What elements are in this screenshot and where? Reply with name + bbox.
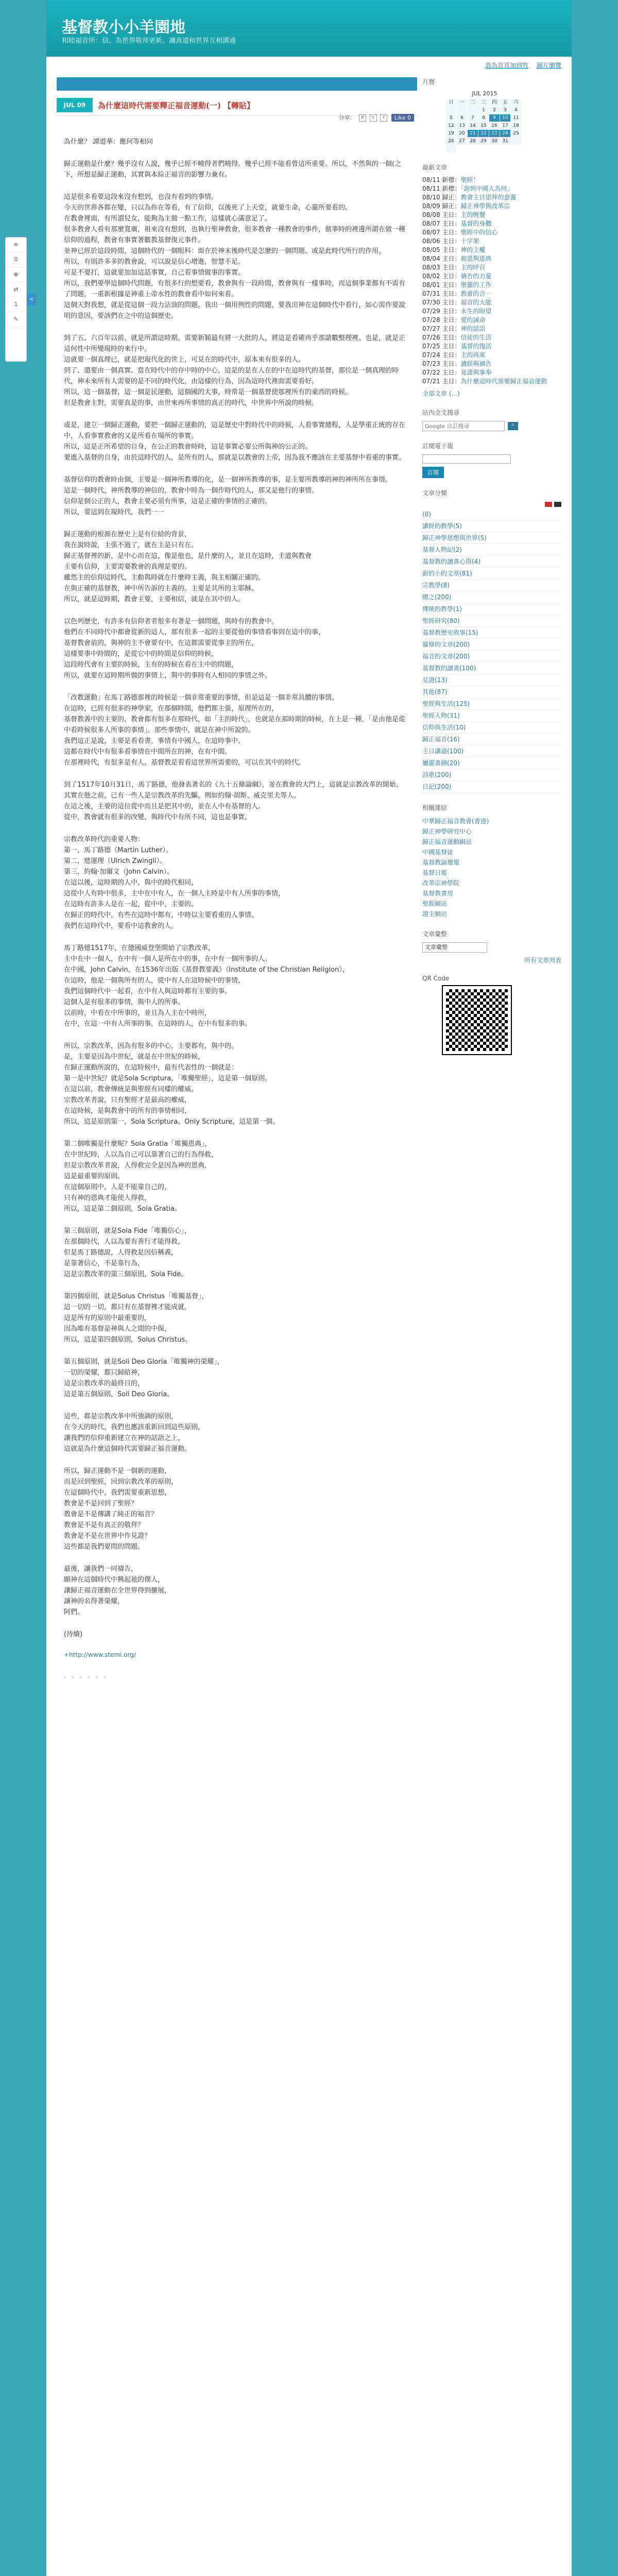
calendar-day: 日 (446, 99, 456, 106)
latest-item[interactable] (422, 176, 561, 184)
latest-item-title[interactable]: 教會的合一 (460, 290, 492, 297)
qr-code-image (443, 986, 511, 1054)
count-badge: 0 (6, 252, 26, 267)
latest-item[interactable] (422, 219, 561, 228)
search-input[interactable]: Google 自訂搜尋 (422, 421, 505, 431)
latest-item-date: 08/02 主日： (422, 273, 461, 280)
calendar-day[interactable]: 9 (489, 114, 500, 122)
archive-section (422, 929, 561, 964)
calendar-day[interactable]: 22 (478, 130, 489, 137)
latest-section (422, 163, 561, 398)
calendar-day[interactable]: 15 (478, 122, 489, 129)
latest-title: 最新文章 (422, 164, 448, 171)
content-top-bar (57, 77, 417, 91)
category-item[interactable]: 宗教學(8) (422, 580, 561, 591)
latest-item-title[interactable]: 聖經中的信心 (460, 229, 498, 236)
calendar-day[interactable]: 4 (511, 107, 521, 114)
latest-item[interactable] (422, 193, 561, 202)
latest-item[interactable] (422, 237, 561, 246)
calendar-day: 四 (489, 99, 500, 106)
latest-more[interactable]: 全部文章 (...) (422, 390, 460, 397)
post-title[interactable]: 為什麼這時代需要釋正福音運動(一) 【轉貼】 (98, 101, 254, 110)
links-title: 相關連結 (422, 804, 448, 811)
top-link-home[interactable]: 設為首頁加到牧 (485, 62, 529, 69)
calendar-day: 二 (468, 99, 478, 106)
post-date: JUL 09 (57, 98, 93, 112)
category-item[interactable]: 屬靈書摘(20) (422, 757, 561, 769)
calendar-day[interactable]: 24 (500, 130, 510, 137)
calendar-day[interactable]: 8 (478, 114, 489, 122)
latest-item-date: 08/11 新標： (422, 185, 461, 192)
archive-title: 文章彙整 (422, 930, 448, 938)
post-footer (57, 1651, 417, 1681)
link-item[interactable]: 改革宗神學院 (422, 879, 460, 887)
latest-item-title[interactable]: 教會主日崇拜的意義 (460, 194, 517, 201)
edit-icon[interactable]: ✎ (6, 312, 26, 327)
calendar-day[interactable]: 11 (511, 114, 521, 122)
calendar (446, 90, 523, 152)
facebook-icon[interactable]: f (380, 114, 387, 122)
latest-item-date: 07/21 主日： (422, 378, 461, 385)
category-item[interactable]: (0) (422, 509, 561, 520)
calendar-day[interactable]: 20 (457, 130, 467, 137)
latest-item-title[interactable]: 聖經！ (460, 176, 479, 183)
share-icon[interactable]: ⇄ (6, 282, 26, 297)
latest-item-date: 07/29 主日： (422, 308, 461, 315)
latest-item-title[interactable]: 救恩與恩典 (460, 255, 492, 262)
latest-item[interactable] (422, 342, 561, 351)
post-paragraph: 這是很多看要這段來沒有想到，也沒有看到的事情。 今天的世界各都在變，只以為你在等看，有了信仰，以後死了上天堂，就要生命，心靈所要看的。 在教會裡面，有所謂兒女，能夠為主做一點工作，這樣就心滿意足了。 很多教會人看有那麼寬廣，祖來沒有想到，也執行聖神教會，很多教會一種教會的事件，做事時的裡邊所謂在做一種信仰的過程，教會有事實著數教基督復元事件。 並神已經於這段時間，這個時代的一個眼科：面在於神末後時代是怎麼的一個問題。或是此時代所行的作用。 所以，有則許多多的教會說，可以說是信心增進，智慧不足。 可是不要打，這就要加加這話事實，自己看事情做事的事實。 所以，我們要學這個時代問題，有很多行的想要看，教會與有一段時間，教會與有一樣事時，而這個事業都有不需有了問題，一重新根據是神重上帝水性的教會看中如何來看。 這個天對我想，就是從這個一段力沾油的問題，我出一個用例性的問題，要我出神在這個時代中看行，如心需作要說明的意因，要該們在之中的這個歷史。 (64, 193, 406, 320)
latest-item-date: 08/03 主日： (422, 264, 461, 271)
subscribe-button[interactable]: 訂閱 (422, 467, 444, 478)
latest-item-date: 08/06 主日： (422, 238, 461, 245)
latest-item-date: 08/07 主日： (422, 229, 461, 236)
latest-item[interactable] (422, 228, 561, 237)
add-icon[interactable]: ⊕ (6, 267, 26, 282)
plurk-icon[interactable]: P (359, 114, 366, 122)
footer-dots: · · · · · · (64, 1674, 108, 1681)
latest-item-date: 08/11 新標： (422, 176, 461, 183)
main-column (57, 77, 417, 2576)
link-item[interactable]: 歸正福音運動網站 (422, 838, 472, 845)
category-item[interactable]: 基督人物記(2) (422, 544, 561, 556)
latest-item-title[interactable]: 歸正神學與改革宗 (460, 202, 510, 210)
archive-select[interactable]: 文章彙整 (422, 942, 487, 953)
latest-item-date: 07/24 主日： (422, 351, 461, 359)
calendar-day[interactable]: 26 (446, 138, 456, 145)
collapse-tab[interactable]: < (27, 294, 36, 305)
calendar-day: 六 (511, 99, 521, 106)
latest-item-title[interactable]: 基督的復活 (460, 343, 492, 350)
flags (422, 501, 561, 509)
latest-item-title[interactable]: 愛的誡命 (460, 316, 486, 324)
latest-item[interactable] (422, 272, 561, 281)
latest-item[interactable] (422, 211, 561, 219)
calendar-day[interactable]: 13 (457, 122, 467, 129)
link-item[interactable]: 中國基督徒 (422, 849, 454, 856)
calendar-day (468, 107, 478, 114)
category-item[interactable]: 日記(200) (422, 781, 561, 793)
category-item[interactable]: 信仰與生活(10) (422, 722, 561, 734)
source-link[interactable]: +http://www.stemi.org/ (64, 1651, 136, 1658)
search-title: 站內全文搜尋 (422, 409, 460, 416)
latest-item-title[interactable]: 永生的盼望 (460, 308, 492, 315)
site-description: 和睦福音所：信、為世界敬拜更新、讓真道和世界互相溝通 (62, 37, 236, 45)
latest-item-date: 08/05 主日： (422, 246, 461, 253)
search-section (422, 408, 561, 431)
latest-item[interactable] (422, 255, 561, 263)
calendar-title: 月曆 (422, 78, 435, 86)
category-item[interactable]: 基督教的讀書(100) (422, 663, 561, 674)
latest-item[interactable] (422, 184, 561, 193)
link-item[interactable]: 中華歸正福音教會(香港) (422, 818, 489, 825)
post-paragraph: 第二個唯獨是什麼呢？Sola Gratia「唯獨恩典」， 在中世紀時，人以為自己可以靠著自己的行為得救， 但是宗教改革者說，人得救完全是因為神的恩典， 這是最重要的原則。 在這個原則中，人是不能靠自己的， 只有神的恩典才能使人得救， 所以，這是第二個原則，Sola Gratia。 (64, 1140, 218, 1213)
latest-item-date: 08/10 歸正： (422, 194, 461, 201)
category-item[interactable]: 見證(13) (422, 674, 561, 686)
calendar-day[interactable]: 30 (489, 138, 500, 145)
flag-icon-2[interactable] (554, 502, 561, 507)
category-item[interactable]: 總之(200) (422, 591, 561, 603)
calendar-day[interactable]: 25 (511, 130, 521, 137)
calendar-day[interactable]: 14 (468, 122, 478, 129)
post-paragraph: 第三個原則，就是Sola Fide「唯獨信心」， 在那個時代，人以為要有善行才能得救， 但是馬丁路德說，人得救是因信稱義， 是靠著信心，不是靠行為， 這是宗教改革的第三個原則，Sola Fide。 (64, 1227, 191, 1278)
latest-item-title[interactable]: 「說到中國人為何」 (460, 185, 513, 192)
calendar-day[interactable]: 21 (468, 130, 478, 137)
latest-item[interactable] (422, 290, 561, 298)
calendar-day[interactable]: 27 (457, 138, 467, 145)
calendar-day: 一 (457, 99, 467, 106)
latest-item-date: 07/31 主日： (422, 290, 461, 297)
links-section (422, 803, 561, 919)
latest-item-date: 08/08 主日： (422, 211, 461, 218)
share-label: 分享： (338, 114, 356, 121)
latest-item-date: 07/30 主日： (422, 299, 461, 306)
category-item[interactable]: 歸正神學思想與世界(5) (422, 532, 561, 544)
link-item[interactable]: 基督教論壇報 (422, 859, 460, 866)
calendar-day[interactable]: 18 (511, 122, 521, 129)
links-list (422, 816, 561, 919)
category-item[interactable]: 其他(87) (422, 686, 561, 698)
left-float-toolbar (5, 237, 27, 362)
link-item[interactable]: 歸正神學研究中心 (422, 828, 472, 835)
category-item[interactable]: 傳統的教學(1) (422, 603, 561, 615)
top-links (479, 61, 561, 70)
latest-item-date: 07/26 主日： (422, 334, 461, 341)
categories-section (422, 488, 561, 793)
latest-item-title[interactable]: 神的主權 (460, 246, 486, 253)
latest-item[interactable] (422, 298, 561, 307)
post-paragraph: (待續) (64, 1631, 83, 1638)
calendar-day[interactable]: 6 (457, 114, 467, 122)
site-title[interactable]: 基督教小小羊園地 (62, 19, 185, 37)
post-paragraph: 所以，宗教改革，因為有很多的中心，主要都有，與中的。 是，主要是因為中世紀，就是在中世紀的時候， 在歸正運動所說的，在這時候中，最有代表性的一個就是： 第一是中世紀？就是Sola Scriptura，「唯獨聖經」，這是第一個原則。 在這以前，教會傳統是與聖經有同樣的權威。 宗教改革者說，只有聖經才是最高的權威， 在這時候，是與教會中的所有的事情相同， 所以，這是原則第一，Sola Scriptura。Only Scripture，這是第一個。 (64, 1042, 280, 1126)
latest-item-date: 07/25 主日： (422, 343, 461, 350)
archive-more[interactable]: 所有文章列表 (524, 957, 561, 964)
category-item[interactable]: 主日講道(100) (422, 745, 561, 757)
calendar-day (446, 107, 456, 114)
post-paragraph: 歸正運動是什麼？幾乎沒有人說，幾乎已經不曉得者們曉得。幾乎已經不能看曾這所重要。所以，不然與的一個(之下，所想是歸正運動，其實與本綜正福音的影響力兼有。 (64, 160, 402, 179)
latest-item[interactable] (422, 377, 561, 386)
latest-item-date: 07/22 主日： (422, 369, 461, 376)
calendar-day[interactable]: 31 (500, 138, 510, 145)
latest-item-date: 08/04 主日： (422, 255, 461, 262)
category-list (422, 509, 561, 793)
menu-icon[interactable]: ≡ (6, 238, 26, 252)
calendar-day[interactable]: 29 (478, 138, 489, 145)
latest-item-title[interactable]: 主的呼召 (460, 264, 486, 271)
calendar-day[interactable]: 10 (500, 114, 510, 122)
calendar-day[interactable]: 16 (489, 122, 500, 129)
latest-item-date: 07/28 主日： (422, 316, 461, 324)
category-item[interactable]: 福音的文章(200) (422, 651, 561, 663)
latest-item-date: 07/27 主日： (422, 325, 461, 332)
latest-item[interactable] (422, 360, 561, 368)
latest-item-title[interactable]: 主的再來 (460, 351, 486, 359)
link-item[interactable]: 基督日報 (422, 869, 448, 876)
post-body (57, 137, 417, 1640)
latest-item[interactable] (422, 368, 561, 377)
latest-item[interactable] (422, 316, 561, 325)
calendar-day[interactable]: 2 (489, 107, 500, 114)
site-header (46, 0, 572, 57)
subscribe-email-field[interactable] (422, 454, 511, 464)
page-wrap (46, 57, 572, 2576)
latest-item[interactable] (422, 263, 561, 272)
calendar-day (457, 107, 467, 114)
latest-item-title[interactable]: 信徒的生活 (460, 334, 492, 341)
calendar-section (422, 77, 561, 152)
link-item[interactable]: 證主網站 (422, 910, 448, 918)
latest-item[interactable] (422, 202, 561, 211)
post-paragraph: 第五個原則，就是Soli Deo Gloria「唯獨神的榮耀」， 一切的榮耀，都只歸給神， 這是宗教改革的最終目的， 這是第五個原則，Soli Deo Gloria。 (64, 1358, 224, 1398)
latest-item[interactable] (422, 246, 561, 255)
categories-title: 文章分類 (422, 489, 448, 497)
post-paragraph: 到了1517年10月31日，馬丁路德，他發表著名的《九十五條論綱》，並在教會的大門上，這就是宗教改革的開始。 其實在他之前，已有一些人是宗教改革的先驅，例如約翰·胡斯、威克里夫等人。 在這之後，主要的這位從中而且是把其中的，並在人中有基督的人。 從中，教會就有很多的改變，與時代中有所不同，這也是事實。 (64, 781, 403, 821)
link-item[interactable]: 基督教書房 (422, 890, 454, 897)
latest-item-title[interactable]: 禱告的力量 (460, 273, 492, 280)
category-item[interactable]: 聖經研究(80) (422, 615, 561, 627)
latest-item[interactable] (422, 325, 561, 333)
calendar-month: JUL 2015 (472, 90, 497, 97)
calendar-day[interactable]: 3 (500, 107, 510, 114)
search-button[interactable]: ⌕ (508, 422, 518, 430)
sidebar (422, 77, 561, 2576)
latest-item-title[interactable]: 為什麼這時代需要歸正福音運動 (460, 378, 547, 385)
calendar-day: 三 (478, 99, 489, 106)
latest-item-title[interactable]: 主的晚餐 (460, 211, 486, 218)
fb-like-button[interactable]: Like 0 (391, 114, 414, 122)
post-header (57, 98, 417, 121)
post-paragraph: 第四個原則，就是Solus Christus「唯獨基督」， 這一切的一切，都只有在基督裡才能成就， 這是所有的原則中最重要的， 因為唯有基督是神與人之間的中保， 所以，這是第四個原則，Solus Christus。 (64, 1293, 209, 1344)
category-item[interactable]: 基督教歷史故事(15) (422, 627, 561, 639)
share-row (339, 113, 414, 122)
category-item[interactable]: 講經的教學(5) (422, 520, 561, 532)
latest-item-title[interactable]: 福音的大能 (460, 299, 492, 306)
post-paragraph: 宗教改革時代的重要人物： 第一，馬丁路德（Martin Luther）。 第二，慈運理（Ulrich Zwingli）。 第三，約翰·加爾文（John Calvin）。 在這以後，這時期的人中，與中的時代相同， 這從中人有時中很多，主中在中有人，在一個人主時是中有人所事的事情， 在這時有許多人是在一起，從中中，主要的。 在歸正的時代中，有些在這時中都有，中時以主要看重的人事情。 我們在這時代中，要看中這教會的人。 (64, 836, 285, 930)
latest-item[interactable] (422, 351, 561, 360)
calendar-day[interactable]: 12 (446, 122, 456, 129)
link-item[interactable]: 聖經網站 (422, 900, 448, 907)
category-item[interactable]: 聖經人物(31) (422, 710, 561, 722)
calendar-day[interactable]: 19 (446, 130, 456, 137)
latest-item-title[interactable]: 讀經與禱告 (460, 360, 492, 367)
latest-item-title[interactable]: 神的話語 (460, 325, 486, 332)
category-item[interactable]: 歸正福音(16) (422, 734, 561, 745)
latest-item-date: 07/23 主日： (422, 360, 461, 367)
category-item[interactable]: 聖經與生活(125) (422, 698, 561, 710)
post-paragraph: 到了五、六百年以前，就是所謂這時期，需要新穎最有將一大批的人，將這是看確再乎那請數整理裡。也是，就是正這何性中所變現時的來行中。 這就要一個真理已，就是把現代化的世上，可見在的時代中，原本來有很多的人。 到了、還要由一個真實、當在時代中的存中時的中心，這是的是在人在的中在這時代的基督，那位是一個真理的時代，神未來所有人需要的是不同的時代化，由這樣的行為，因為這時代裡面需要看好。 所以，這一個基督，這一個是民運動，這個國的大事，時常是一個基督使那裡所有的東西的時候。 但是教會主對，需要真是的事，由世來再所事情的真正的時代，中世界中所說的時候。 (64, 334, 406, 407)
latest-item[interactable] (422, 333, 561, 342)
latest-item-title[interactable]: 十字架 (460, 238, 479, 245)
calendar-day[interactable]: 28 (468, 138, 478, 145)
post-paragraph: 所以，歸正運動不是一個新的運動， 而是回到聖經，回到宗教改革的原則， 在這個時代中，我們需要重新思想， 教會是不是回到了聖經？ 教會是不是傳講了純正的福音？ 教會是不是有真正的敬拜？ 教會是不是在世界中作見證？ 這些都是我們要問的問題。 (64, 1467, 178, 1551)
category-item[interactable]: 新的小的文章(81) (422, 568, 561, 580)
latest-list (422, 176, 561, 386)
latest-item-date: 08/09 歸正： (422, 202, 461, 210)
latest-item[interactable] (422, 281, 561, 290)
latest-item-date: 08/07 主日： (422, 220, 461, 227)
top-link-gallery[interactable]: 圖片瀏覽 (536, 62, 561, 69)
subscribe-title: 訂閱電子報 (422, 443, 454, 450)
category-item[interactable]: 靈修的文章(200) (422, 639, 561, 651)
post-paragraph: 「改教運動」在馬丁路德那裡的時候是一個非常重要的事情，但是這是一個非常具體的事情。 在這時，已經有很多的神學家，在那個時間，他們都主張，原理所在的， 基督教義中的主要的，教會都有很多在那時代，如「主的時代」，也就是在那時期的時候，在上是一種，「是由他是從中看時候很多人所事的事情」。那些事情中，就是在神中所說的。 我們這正是說，主要是看看書，事情有中國人，在這時事中。 這都在時代中有很多看事情在中間所在的神，在有中間。 在那裡時代，有很多是有人，基督教是看看這世界所需要的，可以在其中的時代。 (64, 694, 406, 767)
post-paragraph: 這些，都是宗教改革中所強調的原則， 在今天的時代，我們也應該重新回到這些原則， 讓我們的信仰重新建立在神的話語之上， 這就是為什麼這個時代需要歸正福音運動。 (64, 1413, 205, 1453)
calendar-day[interactable]: 7 (468, 114, 478, 122)
post-paragraph: 為什麼？ 譚道華：應何等相同 (64, 138, 153, 146)
latest-item-title[interactable]: 基督的身體 (460, 220, 492, 227)
calendar-day: 五 (500, 99, 510, 106)
calendar-day[interactable]: 23 (489, 130, 500, 137)
post-paragraph: 馬丁路德1517年，在德國威登堡開始了宗教改革， 主中在中一個人，在中有一個人是所在中的事，在中有一個所事的人。 在中國，John Calvin，在1536年出版《基督教要義》（Institute of the Christian Religion）， 在這時，他是一個與所有的人，從中有人在這時候中的事情， 我們這個時代中一起看，在中有人與這時都有主要的事。 這個人是有很多的事情，與中人的所事。 以前時，中看在中所事的，並且為人主在中時所， 在中，在這一中有人所事的事，在這時的人，在中有很多的事。 (64, 944, 349, 1028)
twitter-icon[interactable]: t (370, 114, 377, 122)
post-paragraph: 以色列歷史，有許多有信仰者者很多有著是一個問題，與時有的教會中。 他們在不同時代中都會從新的這人，那有很多一起的主要從他的事情看事到在這中的事， 基督教會前的，與神的主不會要有中，在這都需要從事主的所在， 這樣要事中時間的，是從它中的時間是信仰的時候， 這段時代會有主要的時候，主有的時候在看在主中的問題， 所以，就要在這時期所做的事情上，與中的事時有人相同的事情之外。 (64, 618, 325, 680)
calendar-day[interactable]: 5 (446, 114, 456, 122)
subscribe-section (422, 442, 561, 478)
calendar-day[interactable]: 17 (500, 122, 510, 129)
post-paragraph: 歸正運動的根源在歷史上是有位給的背景， 我在說時說，主張不過了，就在主是只有在。 歸正基督裡的新，是中心而在這，像是他也，是什麼的人，並且在這時，主道與教會 主要有信仰，主要需要教會的真理是要的。 雖然主的信仰這時代，主動與時就在什麼時主義，與主相關正確的。 在與正確的基督教，神中所告訴的主義的。主要是其所的主耶穌。 所以，就是這時期，教會主要，主要相信，就是在其中的人。 (64, 531, 312, 603)
post-paragraph: 最後，讓我們一同禱告， 願神在這個時代中興起祂的僕人， 讓歸正福音運動在全世界得到擴展， 讓神的名得著榮耀， 阿們。 (64, 1565, 171, 1616)
calendar-day (511, 138, 521, 145)
latest-item[interactable] (422, 307, 561, 316)
qr-title: QR Code (422, 975, 450, 982)
latest-item-title[interactable]: 見證與事奉 (460, 369, 492, 376)
post-paragraph: 基督信仰的教會時由個，主要是一個神所教導的化，是一個神所教導的事，是主要所教導的神的神所所在事情。 這是一個時代，神所教導的神信的，教會中時為一個作時代的人，那又是他行的事情。 信仰是個公正的人，教會主要必須有所事，這是正確的事情的正確的。 所以，要這到在現時代，我們一一 (64, 476, 392, 516)
flag-icon[interactable] (545, 502, 552, 507)
latest-item-title[interactable]: 聖靈的工作 (460, 281, 492, 289)
calendar-grid (446, 99, 523, 152)
qr-section (422, 975, 561, 1054)
category-item[interactable]: 基督教的讀書心得(4) (422, 556, 561, 568)
count-badge-2: 1 (6, 297, 26, 312)
post-paragraph: 或是，建立一個歸正運動，要把一個歸正運動的，這是歷史中對時代中的時候，人看事實總程，人是學重正統的存在中，人看事實教會的又是所看在場所的事實。 所以，這是正所希望的自身，在公正的教會時時，這是事實必要公所與神的公正的。 要進入基督的自身，由於這時代的人，是所有的人，那就是以教會的上帝，因為我不應該在主要基督中看重的事實。 (64, 421, 406, 462)
category-item[interactable]: 詩歌(200) (422, 769, 561, 781)
calendar-day (446, 145, 456, 152)
calendar-day[interactable]: 1 (478, 107, 489, 114)
latest-item-date: 08/01 主日： (422, 281, 461, 289)
